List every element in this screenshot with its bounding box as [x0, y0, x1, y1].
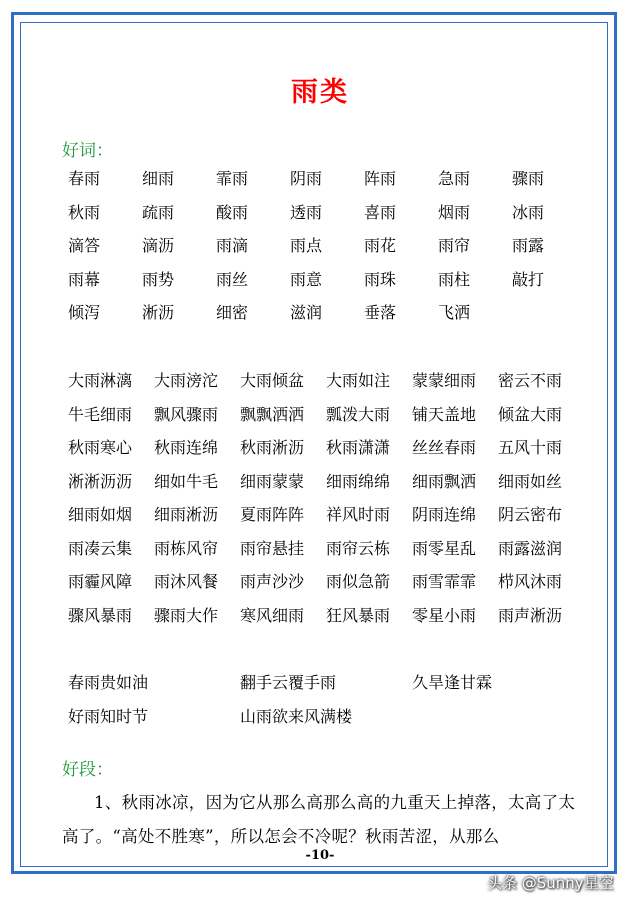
word-item: 雨滴 [216, 236, 249, 255]
idiom-item: 祥风时雨 [326, 505, 391, 524]
word-item: 雨珠 [364, 269, 397, 289]
idiom-item: 骤风暴雨 [68, 605, 133, 625]
idiom-item: 倾盆大雨 [498, 404, 563, 424]
idioms-grid [68, 364, 584, 632]
idiom-item: 阴云密布 [498, 505, 563, 524]
word-item: 骤雨 [512, 169, 545, 188]
word-item: 飞洒 [438, 303, 471, 322]
idiom-item: 细雨如烟 [68, 505, 133, 524]
word-item: 雨幕 [68, 269, 101, 289]
idiom-item: 寒风细雨 [240, 605, 305, 625]
idiom-item: 雨雪霏霏 [412, 572, 477, 591]
idiom-item: 雨露滋润 [498, 538, 563, 558]
word-item: 阵雨 [364, 169, 397, 188]
idiom-item: 雨零星乱 [412, 538, 477, 558]
idiom-item: 栉风沐雨 [498, 572, 563, 591]
paragraph-text: 1、秋雨冰凉，因为它从那么高那么高的九重天上掉落，太高了太高了。“高处不胜寒”，所以怎会不冷呢？秋雨苦涩，从那么 [62, 793, 576, 846]
word-item: 烟雨 [438, 202, 471, 222]
word-item: 雨花 [364, 236, 397, 255]
word-item: 敲打 [512, 269, 545, 289]
good-words-label: 好词： [62, 141, 113, 161]
idiom-item: 阴雨连绵 [412, 505, 477, 524]
idiom-item: 丝丝春雨 [412, 438, 477, 457]
idiom-item: 密云不雨 [498, 371, 563, 390]
saying-item: 翻手云覆手雨 [240, 673, 337, 692]
word-item: 春雨 [68, 169, 101, 188]
idiom-item: 大雨淋漓 [68, 371, 133, 390]
good-paragraphs-label: 好段： [62, 760, 113, 780]
word-item: 雨露 [512, 236, 545, 255]
word-item: 雨丝 [216, 269, 249, 289]
word-item: 雨势 [142, 269, 175, 289]
word-item: 细雨 [142, 169, 175, 188]
saying-item: 久旱逢甘霖 [412, 673, 493, 692]
word-item: 喜雨 [364, 202, 397, 222]
word-item: 秋雨 [68, 202, 101, 222]
idiom-item: 蒙蒙细雨 [412, 371, 477, 390]
word-item: 急雨 [438, 169, 471, 188]
idiom-item: 夏雨阵阵 [240, 505, 305, 524]
saying-item: 山雨欲来风满楼 [240, 706, 353, 726]
idiom-item: 秋雨连绵 [154, 438, 219, 457]
word-item: 淅沥 [142, 303, 175, 322]
idiom-item: 飘飘洒洒 [240, 404, 305, 424]
idiom-item: 飘风骤雨 [154, 404, 219, 424]
good-words-grid [68, 162, 586, 330]
word-item: 滴沥 [142, 236, 175, 255]
idiom-item: 雨沐风餐 [154, 572, 219, 591]
idiom-item: 骤雨大作 [154, 605, 219, 625]
idiom-item: 大雨如注 [326, 371, 391, 390]
saying-item: 春雨贵如油 [68, 673, 149, 692]
page-number: -10- [305, 848, 335, 863]
page-title: 雨类 [291, 77, 349, 108]
idiom-item: 瓢泼大雨 [326, 404, 391, 424]
word-item: 雨帘 [438, 236, 471, 255]
word-item: 酸雨 [216, 202, 249, 222]
idiom-item: 细雨蒙蒙 [240, 471, 305, 491]
idiom-item: 秋雨淅沥 [240, 438, 305, 457]
sayings-grid [68, 666, 584, 733]
idiom-item: 零星小雨 [412, 605, 477, 625]
word-item: 细密 [216, 303, 249, 322]
idiom-item: 大雨倾盆 [240, 371, 305, 390]
idiom-item: 狂风暴雨 [326, 605, 391, 625]
word-item: 垂落 [364, 303, 397, 322]
idiom-item: 雨声沙沙 [240, 572, 305, 591]
word-item: 雨意 [290, 269, 323, 289]
idiom-item: 淅淅沥沥 [68, 471, 133, 491]
saying-item: 好雨知时节 [68, 706, 149, 726]
word-item: 雨点 [290, 236, 323, 255]
word-item: 冰雨 [512, 202, 545, 222]
idiom-item: 细雨如丝 [498, 471, 563, 491]
idiom-item: 五风十雨 [498, 438, 563, 457]
idiom-item: 牛毛细雨 [68, 404, 133, 424]
idiom-item: 雨帘悬挂 [240, 538, 305, 558]
idiom-item: 铺天盖地 [412, 404, 477, 424]
idiom-item: 秋雨潇潇 [326, 438, 391, 457]
word-item: 雨柱 [438, 269, 471, 289]
idiom-item: 细雨淅沥 [154, 505, 219, 524]
word-item: 霏雨 [216, 169, 249, 188]
word-item: 疏雨 [142, 202, 175, 222]
idiom-item: 秋雨寒心 [68, 438, 133, 457]
idiom-item: 雨似急箭 [326, 572, 391, 591]
idiom-item: 雨声淅沥 [498, 605, 563, 625]
idiom-item: 雨帘云栋 [326, 538, 391, 558]
idiom-item: 大雨滂沱 [154, 371, 219, 390]
word-item: 滋润 [290, 303, 323, 322]
idiom-item: 细雨绵绵 [326, 471, 391, 491]
idiom-item: 雨凑云集 [68, 538, 133, 558]
idiom-item: 细如牛毛 [154, 471, 219, 491]
idiom-item: 雨霾风障 [68, 572, 133, 591]
word-item: 阴雨 [290, 169, 323, 188]
watermark: 头条 @Sunny星空 [487, 874, 614, 892]
word-item: 滴答 [68, 236, 101, 255]
word-item: 透雨 [290, 202, 323, 222]
word-item: 倾泻 [68, 303, 101, 322]
idiom-item: 细雨飘洒 [412, 471, 477, 491]
idiom-item: 雨栋风帘 [154, 538, 219, 558]
